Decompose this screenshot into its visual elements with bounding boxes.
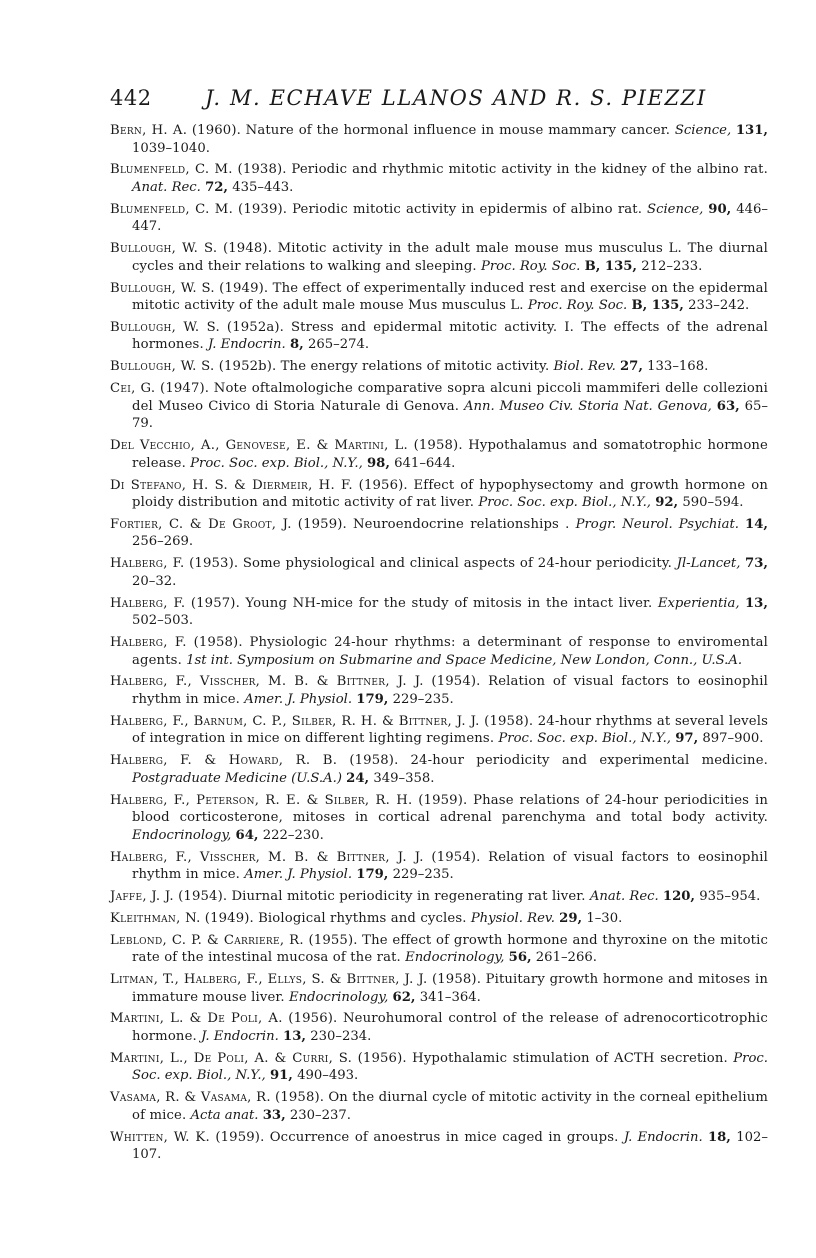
reference-year: (1960). [191,123,241,138]
reference-volume: 131, [735,123,768,138]
reference-author: Halberg, F., Visscher, M. B. & Bittner, J. J. [110,674,424,690]
reference-author: Leblond, C. P. & Carriere, R. [110,932,304,948]
reference-journal: Proc. Soc. exp. Biol., N.Y., [132,1050,768,1084]
reference-volume: 56, [508,950,532,966]
reference-journal: Experientia, [657,595,740,611]
reference-title: Mitotic activity in the adult male mouse mus musculus L. The diurnal cycles and their relations to walking and sleeping. [132,241,768,274]
reference-title: Periodic and rhythmic mitotic activity in the kidney of the albino rat. [291,162,768,178]
reference-title: 24-hour rhythms at several levels of integration in mice on different lighting regimens. [132,713,768,747]
reference-pages: 341–364. [419,989,481,1005]
reference-pages: 65–79. [132,398,768,432]
reference-journal: Endocrinology, [288,989,389,1005]
reference-journal: 1st int. Symposium on Submarine and Space Medicine, New London, Conn., U.S.A. [186,652,743,668]
reference-year: (1958). [431,972,482,988]
reference-journal: Science, [647,201,704,217]
reference-author: Kleithman, N. [110,910,201,926]
reference-year: (1953). [189,556,239,572]
reference-year: (1954). [431,849,481,865]
reference-journal: J. Endocrin. [623,1129,703,1145]
reference-volume: 13, [745,595,768,611]
reference-journal: Proc. Roy. Soc. [480,258,581,274]
reference-author: Bullough, W. S. [110,241,218,257]
reference-author: Jaffe, J. J. [110,888,174,904]
reference-author: Blumenfeld, C. M. [110,162,233,178]
reference-year: (1949). [204,910,254,926]
reference-pages: 102–107. [132,1129,768,1163]
reference-author: Bullough, W. S. [110,359,215,375]
reference-pages: 641–644. [394,455,456,471]
reference-pages: 1–30. [586,910,623,926]
reference-author: Bullough, W. S. [110,319,220,335]
reference-volume: 72, [205,179,229,195]
reference-author: Blumenfeld, C. M. [110,201,234,217]
reference-year: (1957). [190,595,240,611]
reference-title: Occurrence of anoestrus in mice caged in groups. [269,1129,619,1145]
reference-volume: 63, [716,398,740,414]
reference-year: (1959). [215,1129,265,1145]
reference-year: (1939). [238,201,288,217]
reference-journal: J. Endocrin. [201,1028,279,1044]
reference-journal: J. Endocrin. [208,337,286,353]
reference-year: (1952a). [226,319,285,335]
reference-volume: 90, [708,201,732,217]
reference-entry [110,888,768,906]
reference-volume: 24, [346,770,370,786]
reference-volume: 18, [707,1129,731,1145]
reference-entry [110,595,768,630]
reference-year: (1956). [357,1050,407,1066]
reference-title: Phase relations of 24-hour periodicities in blood corticosterone, mitoses in cortical adrenal parenchyma and total body activity. [132,792,768,826]
reference-author: Halberg, F. [110,595,186,611]
reference-year: (1954). [431,674,481,690]
reference-year: (1958). [275,1090,325,1106]
reference-author: Bern, H. A. [110,123,188,138]
reference-year: (1958). [349,753,399,769]
reference-title: Relation of visual factors to eosinophil rhythm in mice. [132,674,768,707]
reference-entry [110,477,768,512]
page-number: 442 [110,86,152,110]
reference-journal: Proc. Roy. Soc. [527,298,628,314]
reference-pages: 233–242. [688,298,750,314]
reference-journal: Proc. Soc. exp. Biol., N.Y., [190,455,363,471]
reference-title: Physiologic 24-hour rhythms: a determinant of response to enviromental agents. [132,635,768,668]
reference-author: Halberg, F., Peterson, R. E. & Silber, R. H. [110,792,413,808]
reference-pages: 212–233. [641,258,703,274]
reference-entry [110,358,768,376]
reference-volume: 13, [283,1028,306,1044]
reference-pages: 230–234. [310,1028,372,1044]
reference-entry [110,634,768,669]
reference-title: Periodic mitotic activity in epidermis of albino rat. [292,201,643,217]
reference-title: The effect of growth hormone and thyroxine on the mitotic rate of the intestinal mucosa of the rat. [132,932,769,966]
reference-author: Halberg, F. [110,556,185,572]
reference-author: Martini, L. & De Poli, A. [110,1011,283,1027]
reference-volume: 97, [675,731,699,747]
reference-journal: Amer. J. Physiol. [244,867,353,883]
reference-entry [110,319,768,354]
reference-pages: 349–358. [373,770,435,786]
reference-entry [110,1050,768,1085]
reference-title: The energy relations of mitotic activity. [280,359,550,375]
reference-pages: 446–447. [132,201,768,235]
reference-year: (1955). [308,932,358,948]
reference-pages: 256–269. [132,534,194,550]
reference-author: Whitten, W. K. [110,1129,211,1145]
reference-entry [110,932,768,967]
reference-entry [110,1129,768,1164]
reference-title: Relation of visual factors to eosinophil rhythm in mice. [132,849,768,883]
reference-year: (1956). [288,1011,338,1027]
reference-year: (1949). [219,280,269,296]
reference-journal: Proc. Soc. exp. Biol., N.Y., [498,731,672,747]
reference-entry [110,1089,768,1124]
reference-title: Pituitary growth hormone and mitoses in immature mouse liver. [132,972,768,1005]
reference-title: Stress and epidermal mitotic activity. I. The effects of the adrenal hormones. [132,319,768,353]
reference-pages: 502–503. [132,613,194,629]
reference-entry [110,673,768,708]
reference-journal: Postgraduate Medicine (U.S.A.) [132,770,342,786]
reference-title: Neuroendocrine relationships . [352,516,570,532]
reference-title: Hypothalamus and somatotrophic hormone release. [132,438,769,471]
reference-volume: 33, [262,1107,286,1123]
reference-entry [110,792,768,845]
reference-pages: 265–274. [307,337,370,353]
reference-journal: Proc. Soc. exp. Biol., N.Y., [478,495,651,511]
reference-title: Young NH-mice for the study of mitosis in the intact liver. [245,595,653,611]
reference-author: Halberg, F. & Howard, R. B. [110,753,338,769]
reference-year: (1948). [222,241,273,257]
reference-entry [110,516,768,551]
reference-title: Note oftalmologiche comparative sopra alcuni piccoli mammiferi delle collezioni del Museo Civico di Storia Naturale di Genova. [132,381,768,414]
reference-title: The effect of experimentally induced rest and exercise on the epidermal mitotic activity of the adult male mouse Mus musculus L. [132,280,768,314]
reference-volume: 73, [745,556,768,572]
reference-volume: B, 135, [631,298,684,314]
reference-volume: 120, [662,888,696,904]
reference-volume: 14, [745,516,768,532]
reference-title: Nature of the hormonal influence in mouse mammary cancer. [245,123,671,138]
reference-year: (1952b). [218,359,277,375]
reference-volume: 179, [356,691,389,707]
reference-journal: Endocrinology, [132,827,232,843]
reference-year: (1958). [484,713,534,729]
reference-entry [110,122,768,157]
reference-volume: 27, [620,359,643,375]
reference-author: Vasama, R. & Vasama, R. [110,1090,271,1106]
reference-entry [110,240,768,275]
reference-journal: Physiol. Rev. [470,910,555,926]
reference-entry [110,437,768,472]
reference-entry [110,555,768,590]
reference-author: Martini, L., De Poli, A. & Curri, S. [110,1050,353,1066]
reference-pages: 230–237. [289,1107,352,1123]
reference-year: (1947). [160,381,210,397]
reference-year: (1959). [297,516,347,532]
reference-volume: 92, [655,495,679,511]
reference-journal: Biol. Rev. [553,359,616,375]
reference-journal: Science, [674,123,732,138]
reference-entry [110,971,768,1006]
reference-title: Some physiological and clinical aspects of 24-hour periodicity. [242,556,673,572]
reference-journal: Anat. Rec. [589,888,659,904]
reference-pages: 261–266. [535,950,597,966]
reference-journal: Acta anat. [190,1107,259,1123]
reference-journal: Anat. Rec. [132,179,201,195]
reference-entry [110,752,768,787]
reference-volume: 179, [356,867,389,883]
reference-entry [110,713,768,748]
reference-author: Di Stefano, H. S. & Diermeir, H. F. [110,477,353,493]
running-head [110,86,770,116]
reference-title: 24-hour periodicity and experimental medicine. [410,753,768,769]
reference-journal: Amer. J. Physiol. [244,691,353,707]
reference-pages: 935–954. [699,888,761,904]
reference-entry [110,910,768,928]
reference-title: Biological rhythms and cycles. [258,910,467,926]
reference-author: Litman, T., Halberg, F., Ellys, S. & Bittner, J. J. [110,972,428,988]
reference-title: Hypothalamic stimulation of ACTH secretion. [412,1050,728,1066]
reference-year: (1959). [418,792,468,808]
reference-entry [110,161,768,196]
reference-pages: 435–443. [232,179,294,195]
reference-pages: 133–168. [647,359,709,375]
reference-year: (1956). [358,477,408,493]
reference-entry [110,380,768,433]
reference-journal: Ann. Museo Civ. Storia Nat. Genova, [463,398,712,414]
reference-entry [110,849,768,884]
reference-volume: 62, [392,989,416,1005]
reference-pages: 590–594. [682,495,744,511]
reference-volume: 64, [235,827,259,843]
reference-pages: 229–235. [392,867,454,883]
reference-list [110,122,768,1168]
reference-title: Diurnal mitotic periodicity in regenerating rat liver. [231,888,586,904]
reference-pages: 229–235. [392,691,454,707]
reference-entry [110,280,768,315]
reference-volume: 98, [367,455,390,471]
reference-author: Halberg, F., Visscher, M. B. & Bittner, J. J. [110,849,424,865]
reference-year: (1938). [237,162,287,178]
reference-pages: 897–900. [702,731,764,747]
reference-title: Effect of hypophysectomy and growth hormone on ploidy distribution and mitotic activity of rat liver. [132,477,768,511]
reference-volume: 8, [289,337,304,353]
reference-volume: B, 135, [584,258,638,274]
reference-journal: Endocrinology, [405,950,505,966]
reference-author: Fortier, C. & De Groot, J. [110,516,292,532]
reference-author: Del Vecchio, A., Genovese, E. & Martini, L. [110,438,409,454]
running-head-authors: J. M. ECHAVE LLANOS AND R. S. PIEZZI [205,86,707,110]
reference-author: Cei, G. [110,381,156,397]
reference-volume: 91, [269,1068,293,1084]
reference-year: (1954). [178,888,228,904]
reference-author: Halberg, F. [110,635,187,651]
reference-year: (1958). [413,438,463,454]
reference-title: On the diurnal cycle of mitotic activity in the corneal epithelium of mice. [132,1090,769,1123]
reference-year: (1958). [193,635,243,651]
reference-author: Bullough, W. S. [110,280,215,296]
reference-entry [110,201,768,236]
reference-volume: 29, [559,910,583,926]
reference-pages: 222–230. [262,827,324,843]
reference-entry [110,1010,768,1045]
reference-author: Halberg, F., Barnum, C. P., Silber, R. H. & Bittner, J. J. [110,713,480,729]
reference-pages: 20–32. [132,573,177,589]
reference-journal: Jl-Lancet, [676,556,741,572]
reference-pages: 490–493. [297,1068,359,1084]
reference-title: Neurohumoral control of the release of adrenocorticotrophic hormone. [132,1011,768,1044]
reference-pages: 1039–1040. [132,140,210,156]
reference-journal: Progr. Neurol. Psychiat. [575,516,739,532]
